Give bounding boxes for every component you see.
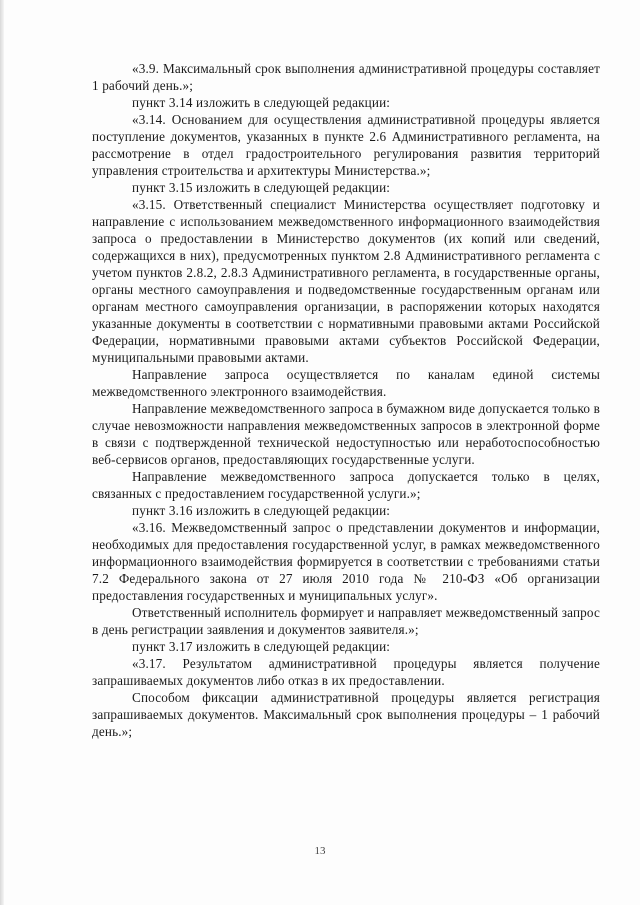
paragraph-3-9: «3.9. Максимальный срок выполнения административной процедуры составляет 1 рабочий день.»; <box>92 61 600 93</box>
paragraph-fixation: Способом фиксации административной процедуры является регистрация запрашиваемых документов. Максимальный срок выполнения процедуры – 1 рабочий день.»; <box>92 690 600 739</box>
paragraph-3-14: «3.14. Основанием для осуществления административной процедуры является поступление документов, указанных в пункте 2.6 Административного регламента, на рассмотрение в отдел градостроительного регулирования развития территорий управления строительства и архитектуры Министерства.»; <box>92 112 600 178</box>
page-number: 13 <box>314 845 326 857</box>
scan-edge <box>0 0 4 905</box>
paragraph-amend-3-17: пункт 3.17 изложить в следующей редакции: <box>132 639 391 654</box>
document-body <box>92 60 600 740</box>
paragraph-3-16: «3.16. Межведомственный запрос о представлении документов и информации, необходимых для предоставления государственной услуг, в рамках межведомственного информационного взаимодействия формируется в соответствии с требованиями статьи 7.2 Федерального закона от 27 июля 2010 года № 210-ФЗ «Об организации предоставления государственных и муниципальных услуг». <box>92 520 600 603</box>
paragraph-amend-3-15: пункт 3.15 изложить в следующей редакции: <box>132 180 391 195</box>
paragraph-executor: Ответственный исполнитель формирует и направляет межведомственный запрос в день регистрации заявления и документов заявителя.»; <box>92 605 600 637</box>
paragraph-3-17: «3.17. Результатом административной процедуры является получение запрашиваемых документов либо отказ в их предоставлении. <box>92 656 600 688</box>
paragraph-amend-3-16: пункт 3.16 изложить в следующей редакции: <box>132 503 391 518</box>
paragraph-paper-request: Направление межведомственного запроса в бумажном виде допускается только в случае невозможности направления межведомственных запросов в электронной форме в связи с подтвержденной технической недоступностью или неработоспособностью веб-сервисов органов, предоставляющих государственные услуги. <box>92 401 600 467</box>
paragraph-3-15: «3.15. Ответственный специалист Министерства осуществляет подготовку и направление с использованием межведомственного информационного взаимодействия запроса о предоставлении в Министерство документов (их копий или сведений, содержащихся в них), предусмотренных пунктом 2.8 Административного регламента с учетом пунктов 2.8.2, 2.8.3 Административного регламента, в государственные органы, органы местного самоуправления и подведомственные государственным органам или органам местного самоуправления организации, в распоряжении которых находятся указанные документы в соответствии с нормативными правовыми актами Российской Федерации, нормативными правовыми актами субъектов Российской Федерации, муниципальными правовыми актами. <box>92 197 600 365</box>
paragraph-amend-3-14: пункт 3.14 изложить в следующей редакции: <box>132 95 391 110</box>
paragraph-request-channels: Направление запроса осуществляется по каналам единой системы межведомственного электронного взаимодействия. <box>92 367 600 399</box>
paragraph-request-purpose: Направление межведомственного запроса допускается только в целях, связанных с предоставлением государственной услуги.»; <box>92 469 600 501</box>
